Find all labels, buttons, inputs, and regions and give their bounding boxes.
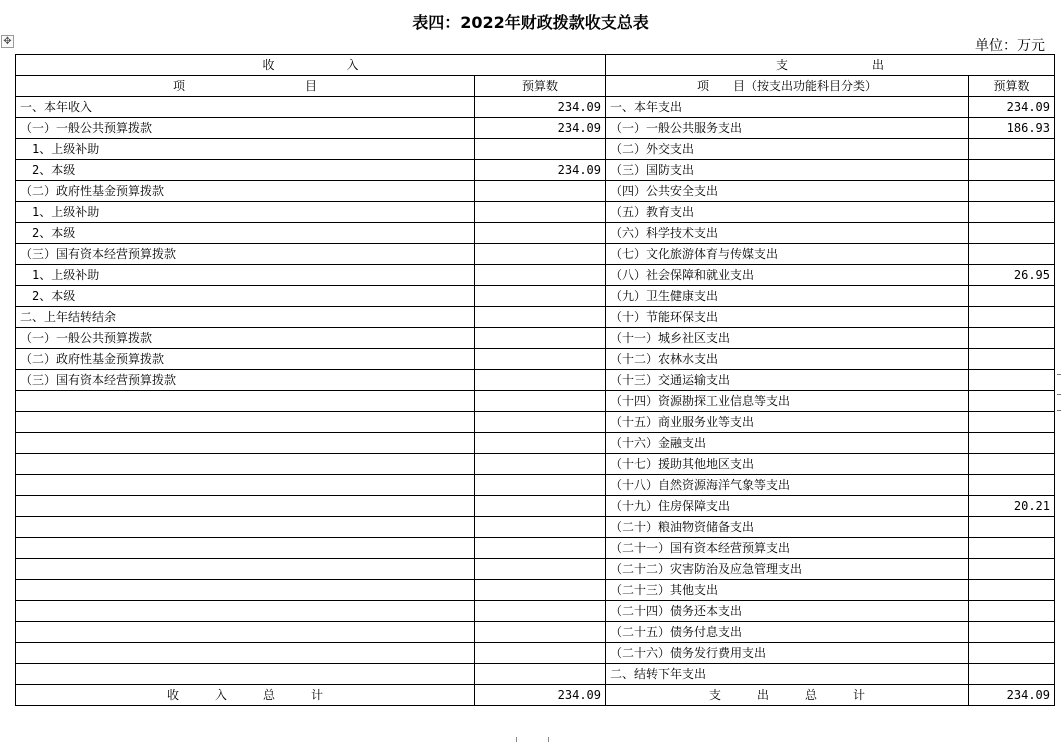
income-value-cell: 234.09 [475,160,606,181]
table-row [16,601,1055,622]
table-row [16,307,1055,328]
expense-item-cell: （二十五）债务付息支出 [606,622,969,643]
income-item-cell: （一）一般公共预算拨款 [16,328,475,349]
income-item-cell: 2、本级 [16,286,475,307]
totals-row [16,685,1055,706]
table-row [16,97,1055,118]
expense-value-cell [969,223,1055,244]
income-item-header: 项 目 [16,76,475,97]
expense-value-cell [969,139,1055,160]
income-item-cell [16,454,475,475]
table-row [16,139,1055,160]
table-row [16,265,1055,286]
expense-item-cell: （八）社会保障和就业支出 [606,265,969,286]
income-item-cell [16,496,475,517]
group-header-row [16,55,1055,76]
income-item-cell [16,433,475,454]
income-value-cell [475,223,606,244]
expense-item-cell: （七）文化旅游体育与传媒支出 [606,244,969,265]
expense-item-cell: （十二）农林水支出 [606,349,969,370]
income-item-cell: （三）国有资本经营预算拨款 [16,244,475,265]
expense-value-cell [969,664,1055,685]
table-row [16,475,1055,496]
income-value-cell [475,454,606,475]
expense-value-cell [969,475,1055,496]
income-value-cell: 234.09 [475,118,606,139]
expense-item-cell: （十三）交通运输支出 [606,370,969,391]
expense-item-cell: （十）节能环保支出 [606,307,969,328]
income-value-cell [475,391,606,412]
expense-budget-header: 预算数 [969,76,1055,97]
table-row [16,370,1055,391]
table-row [16,328,1055,349]
table-row [16,454,1055,475]
expense-item-cell: （二十）粮油物资储备支出 [606,517,969,538]
income-item-cell: 1、上级补助 [16,139,475,160]
income-value-cell [475,559,606,580]
expense-value-cell [969,559,1055,580]
income-total-label: 收 入 总 计 [16,685,475,706]
expense-value-cell [969,307,1055,328]
expense-item-cell: （二）外交支出 [606,139,969,160]
income-value-cell [475,202,606,223]
resize-tick [516,737,517,742]
expense-value-cell [969,391,1055,412]
income-value-cell [475,349,606,370]
expense-item-cell: （二十四）债务还本支出 [606,601,969,622]
expense-item-cell: （二十一）国有资本经营预算支出 [606,538,969,559]
expense-value-cell: 186.93 [969,118,1055,139]
expense-value-cell [969,643,1055,664]
expense-value-cell [969,622,1055,643]
income-value-cell [475,265,606,286]
expense-item-cell: （二十二）灾害防治及应急管理支出 [606,559,969,580]
document-title: 表四：2022年财政拨款收支总表 [412,13,649,32]
income-value-cell [475,412,606,433]
table-row [16,643,1055,664]
income-item-cell [16,412,475,433]
expense-item-cell: （十七）援助其他地区支出 [606,454,969,475]
income-value-cell [475,538,606,559]
table-row [16,412,1055,433]
expense-value-cell [969,202,1055,223]
expense-value-cell [969,412,1055,433]
expense-item-cell: （六）科学技术支出 [606,223,969,244]
expense-value-cell [969,538,1055,559]
table-move-handle-icon[interactable]: ✥ [1,35,14,48]
expense-value-cell [969,328,1055,349]
expense-value-cell: 20.21 [969,496,1055,517]
expense-value-cell [969,580,1055,601]
expense-item-cell: （三）国防支出 [606,160,969,181]
income-value-cell [475,370,606,391]
income-item-cell [16,517,475,538]
income-value-cell [475,664,606,685]
expense-item-cell: （二十六）债务发行费用支出 [606,643,969,664]
expense-item-cell: （十六）金融支出 [606,433,969,454]
expense-value-cell [969,601,1055,622]
budget-table [15,54,1055,706]
income-item-cell [16,664,475,685]
expense-group-header: 支 出 [606,55,1055,76]
income-value-cell [475,139,606,160]
income-value-cell [475,328,606,349]
income-total-value: 234.09 [475,685,606,706]
income-value-cell [475,181,606,202]
income-item-cell: 1、上级补助 [16,265,475,286]
income-item-cell: 2、本级 [16,160,475,181]
income-item-cell: （三）国有资本经营预算拨款 [16,370,475,391]
table-row [16,349,1055,370]
income-value-cell [475,475,606,496]
income-value-cell [475,244,606,265]
expense-value-cell: 234.09 [969,97,1055,118]
income-item-cell: 1、上级补助 [16,202,475,223]
expense-value-cell [969,181,1055,202]
table-row [16,622,1055,643]
expense-item-cell: （一）一般公共服务支出 [606,118,969,139]
expense-value-cell [969,454,1055,475]
income-item-cell: 二、上年结转结余 [16,307,475,328]
income-item-cell [16,391,475,412]
income-item-cell: 一、本年收入 [16,97,475,118]
edge-marker [1057,410,1061,411]
income-item-cell [16,559,475,580]
income-item-cell: （二）政府性基金预算拨款 [16,349,475,370]
unit-label: 单位：万元 [975,38,1045,54]
income-value-cell [475,307,606,328]
income-item-cell: 2、本级 [16,223,475,244]
expense-item-cell: （十九）住房保障支出 [606,496,969,517]
income-item-cell [16,580,475,601]
expense-item-cell: （十四）资源勘探工业信息等支出 [606,391,969,412]
income-item-cell: （一）一般公共预算拨款 [16,118,475,139]
income-value-cell [475,517,606,538]
table-row [16,160,1055,181]
column-header-row [16,76,1055,97]
expense-item-cell: 一、本年支出 [606,97,969,118]
expense-item-cell: 二、结转下年支出 [606,664,969,685]
expense-value-cell [969,370,1055,391]
expense-item-cell: （二十三）其他支出 [606,580,969,601]
table-row [16,496,1055,517]
income-item-cell [16,475,475,496]
table-row [16,580,1055,601]
table-row [16,517,1055,538]
edge-marker [1057,394,1061,395]
expense-item-cell: （十一）城乡社区支出 [606,328,969,349]
income-value-cell [475,601,606,622]
expense-item-cell: （四）公共安全支出 [606,181,969,202]
expense-value-cell [969,160,1055,181]
table-row [16,181,1055,202]
table-row [16,559,1055,580]
income-value-cell: 234.09 [475,97,606,118]
income-item-cell [16,643,475,664]
expense-value-cell [969,286,1055,307]
table-row [16,286,1055,307]
expense-value-cell [969,517,1055,538]
table-row [16,391,1055,412]
table-row [16,664,1055,685]
expense-value-cell [969,433,1055,454]
expense-total-label: 支 出 总 计 [606,685,969,706]
expense-item-cell: （十五）商业服务业等支出 [606,412,969,433]
expense-item-cell: （十八）自然资源海洋气象等支出 [606,475,969,496]
edge-marker [1057,374,1061,375]
income-budget-header: 预算数 [475,76,606,97]
expense-value-cell [969,349,1055,370]
expense-item-cell: （九）卫生健康支出 [606,286,969,307]
table-row [16,244,1055,265]
table-row [16,202,1055,223]
table-row [16,118,1055,139]
expense-total-value: 234.09 [969,685,1055,706]
income-value-cell [475,496,606,517]
income-item-cell [16,538,475,559]
expense-value-cell: 26.95 [969,265,1055,286]
expense-item-cell: （五）教育支出 [606,202,969,223]
income-item-cell [16,601,475,622]
table-row [16,538,1055,559]
income-item-cell [16,622,475,643]
income-item-cell: （二）政府性基金预算拨款 [16,181,475,202]
expense-value-cell [969,244,1055,265]
income-value-cell [475,622,606,643]
expense-item-header: 项 目（按支出功能科目分类） [606,76,969,97]
income-value-cell [475,433,606,454]
income-value-cell [475,643,606,664]
resize-tick [548,737,549,742]
table-row [16,433,1055,454]
table-row [16,223,1055,244]
income-value-cell [475,286,606,307]
income-group-header: 收 入 [16,55,606,76]
income-value-cell [475,580,606,601]
